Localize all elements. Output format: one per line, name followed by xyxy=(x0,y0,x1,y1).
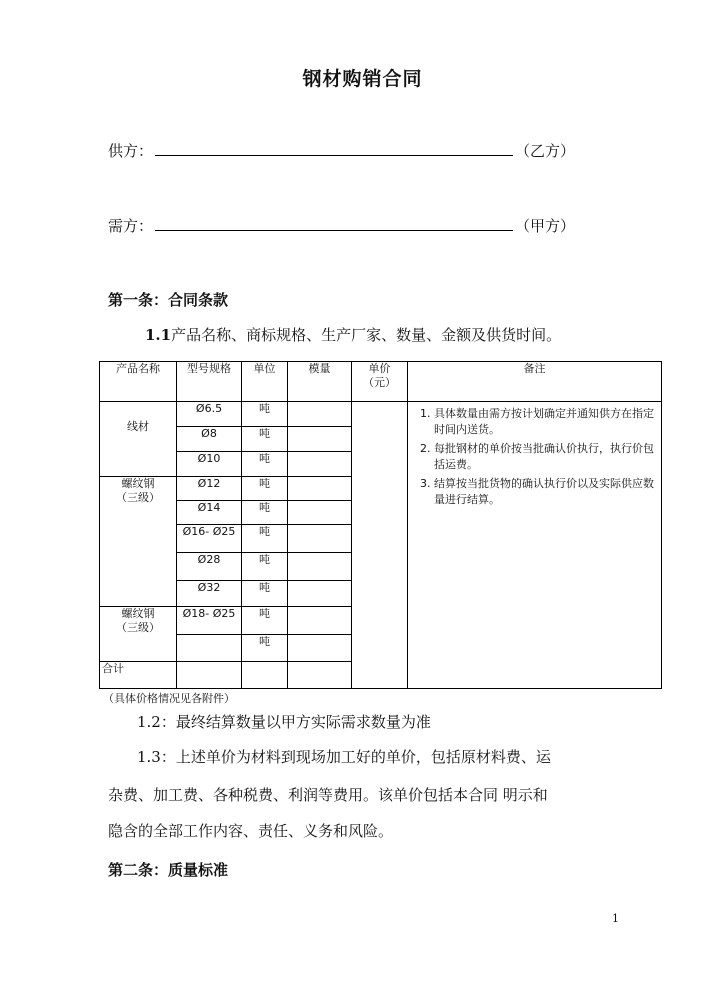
header-price-line1: 单价 xyxy=(368,362,391,375)
unit-cell: 吨 xyxy=(242,402,288,427)
item-1-1 xyxy=(145,324,561,345)
header-product: 产品名称 xyxy=(100,362,177,402)
header-qty: 模量 xyxy=(288,362,352,402)
supplier-blank[interactable] xyxy=(155,141,513,156)
section-2-heading: 第二条：质量标准 xyxy=(108,861,229,879)
total-qty[interactable] xyxy=(288,662,352,689)
section-1-heading: 第一条：合同条款 xyxy=(108,291,229,309)
total-label: 合计 xyxy=(100,662,177,689)
document-title: 钢材购销合同 xyxy=(302,68,423,90)
spec-cell: Ø12 xyxy=(177,477,242,501)
unit-cell: 吨 xyxy=(242,635,288,662)
spec-cell: Ø14 xyxy=(177,501,242,525)
qty-cell[interactable] xyxy=(288,525,352,553)
supplier-line xyxy=(108,140,575,161)
qty-cell[interactable] xyxy=(288,477,352,501)
qty-cell[interactable] xyxy=(288,635,352,662)
unit-cell: 吨 xyxy=(242,477,288,501)
qty-cell[interactable] xyxy=(288,501,352,525)
buyer-role: （甲方） xyxy=(515,217,576,235)
spec-cell: Ø28 xyxy=(177,553,242,581)
qty-cell[interactable] xyxy=(288,553,352,581)
unit-cell: 吨 xyxy=(242,607,288,635)
header-price-line2: （元） xyxy=(363,376,396,389)
group-rebar-1: 螺纹钢 （三级） xyxy=(100,477,177,607)
spec-cell: Ø32 xyxy=(177,581,242,607)
remark-item: 2. 每批钢材的单价按当批确认价执行，执行价包括运费。 xyxy=(434,441,657,473)
header-remarks: 备注 xyxy=(408,362,662,402)
remark-item: 1. 具体数量由需方按计划确定并通知供方在指定时间内送货。 xyxy=(434,406,657,438)
qty-cell[interactable] xyxy=(288,607,352,635)
qty-cell[interactable] xyxy=(288,452,352,477)
product-table xyxy=(99,361,662,689)
unit-cell: 吨 xyxy=(242,427,288,452)
header-spec: 型号规格 xyxy=(177,362,242,402)
buyer-label: 需方： xyxy=(108,217,154,235)
supplier-label: 供方： xyxy=(108,142,154,160)
table-header-row xyxy=(100,362,662,402)
item-1-1-number: 1.1 xyxy=(145,326,172,344)
item-1-3-line2: 杂费、加工费、各种税费、利润等费用。该单价包括本合同 明示和 xyxy=(108,786,548,804)
remarks-cell xyxy=(408,402,662,689)
unit-cell: 吨 xyxy=(242,501,288,525)
spec-cell: Ø16- Ø25 xyxy=(177,525,242,553)
item-1-3-line1: 1.3：上述单价为材料到现场加工好的单价，包括原材料费、运 xyxy=(137,748,551,766)
supplier-role: （乙方） xyxy=(515,142,576,160)
unit-cell: 吨 xyxy=(242,553,288,581)
item-1-3-line3: 隐含的全部工作内容、责任、义务和风险。 xyxy=(108,822,394,840)
spec-cell: Ø18- Ø25 xyxy=(177,607,242,635)
total-spec xyxy=(177,662,242,689)
qty-cell[interactable] xyxy=(288,402,352,427)
qty-cell[interactable] xyxy=(288,427,352,452)
unit-cell: 吨 xyxy=(242,525,288,553)
item-1-1-text: 产品名称、商标规格、生产厂家、数量、金额及供货时间。 xyxy=(171,326,562,344)
table-footnote: （具体价格情况见各附件） xyxy=(103,692,235,705)
buyer-line xyxy=(108,215,575,236)
page-number: 1 xyxy=(612,912,619,925)
header-unit: 单位 xyxy=(242,362,288,402)
group-rebar-2: 螺纹钢 （三级） xyxy=(100,607,177,662)
item-1-2: 1.2：最终结算数量以甲方实际需求数量为准 xyxy=(137,713,431,731)
total-unit xyxy=(242,662,288,689)
spec-cell: Ø10 xyxy=(177,452,242,477)
unit-cell: 吨 xyxy=(242,581,288,607)
price-cell[interactable] xyxy=(352,402,408,689)
spec-cell: Ø6.5 xyxy=(177,402,242,427)
unit-cell: 吨 xyxy=(242,452,288,477)
remarks-list xyxy=(412,406,657,508)
qty-cell[interactable] xyxy=(288,581,352,607)
remark-item: 3. 结算按当批货物的确认执行价以及实际供应数量进行结算。 xyxy=(434,476,657,508)
table-row xyxy=(100,402,662,427)
header-price xyxy=(352,362,408,402)
spec-cell xyxy=(177,635,242,662)
buyer-blank[interactable] xyxy=(155,216,513,231)
spec-cell: Ø8 xyxy=(177,427,242,452)
group-wire-rod: 线材 xyxy=(100,402,177,477)
